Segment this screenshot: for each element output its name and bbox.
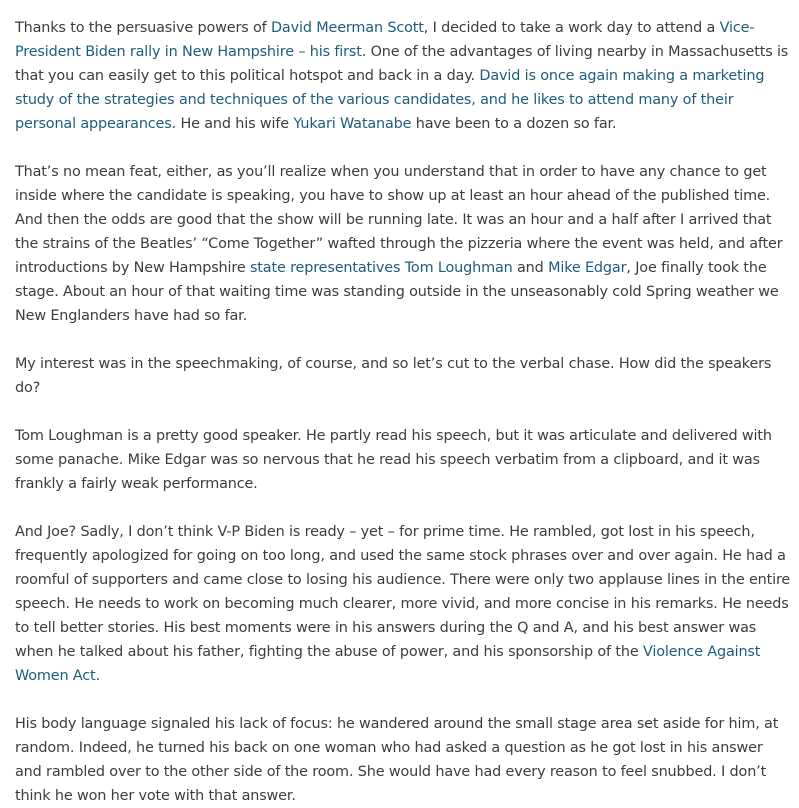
- paragraph-intro: [15, 16, 791, 136]
- text: have been to a dozen so far.: [411, 116, 617, 132]
- link-tom-loughman[interactable]: state representatives Tom Loughman: [249, 260, 513, 276]
- link-david-meerman-scott[interactable]: David Meerman Scott: [271, 20, 424, 36]
- paragraph-speechmaking: My interest was in the speechmaking, of course, and so let’s cut to the verbal chase. How did the speakers do?: [15, 356, 772, 396]
- paragraph-joe: [15, 520, 791, 688]
- text: and: [512, 260, 549, 276]
- link-violence-against-women-act[interactable]: Violence Against Women Act: [15, 644, 761, 684]
- text: .: [95, 668, 100, 684]
- paragraph-speakers: Tom Loughman is a pretty good speaker. He partly read his speech, but it was articulate and delivered with some panache. Mike Edgar was so nervous that he read his speech verbatim from a clipboard, and it was frankly a fairly weak performance.: [15, 428, 772, 492]
- link-biden-rally[interactable]: Vice-President Biden rally in New Hampshire – his first: [15, 20, 755, 60]
- text: . He and his wife: [171, 116, 294, 132]
- text: That’s no mean feat, either, as you’ll realize when you understand that in order to have any chance to get inside where the candidate is speaking, you have to show up at least an hour ahead of the published time. And then the odds are good that the show will be running late. It was an hour and a half after I arrived that the strains of the Beatles’ “Come Together” wafted through the pizzeria where the event was held, and after introductions by New Hampshire: [15, 164, 783, 276]
- link-marketing-study[interactable]: David is once again making a marketing study of the strategies and techniques of the various candidates, and he likes to attend many of their personal appearances: [15, 68, 765, 132]
- text: . One of the advantages of living nearby in Massachusetts is that you can easily get to this political hotspot and back in a day.: [15, 44, 789, 84]
- text: Thanks to the persuasive powers of: [15, 20, 271, 36]
- link-mike-edgar[interactable]: Mike Edgar: [548, 260, 627, 276]
- text: , I decided to take a work day to attend a: [423, 20, 720, 36]
- text: And Joe? Sadly, I don’t think V-P Biden is ready – yet – for prime time. He rambled, got lost in his speech, frequently apologized for going on too long, and used the same stock phrases over and over again. He had a roomful of supporters and came close to losing his audience. There were only two applause lines in the entire speech. He needs to work on becoming much clearer, more vivid, and more concise in his remarks. He needs to tell better stories. His best moments were in his answers during the Q and A, and his best answer was when he talked about his father, fighting the abuse of power, and his sponsorship of the: [15, 524, 791, 660]
- text: , Joe finally took the stage. About an hour of that waiting time was standing outside in the unseasonably cold Spring weather we New Englanders have had so far.: [15, 260, 779, 324]
- link-yukari-watanabe[interactable]: Yukari Watanabe: [293, 116, 412, 132]
- paragraph-body-language: His body language signaled his lack of focus: he wandered around the small stage area set aside for him, at random. Indeed, he turned his back on one woman who had asked a question as he got lost in his answer and rambled over to the other side of the room. She would have had every reason to feel snubbed. I don’t think he won her vote with that answer.: [15, 716, 779, 804]
- paragraph-waiting: [15, 160, 791, 328]
